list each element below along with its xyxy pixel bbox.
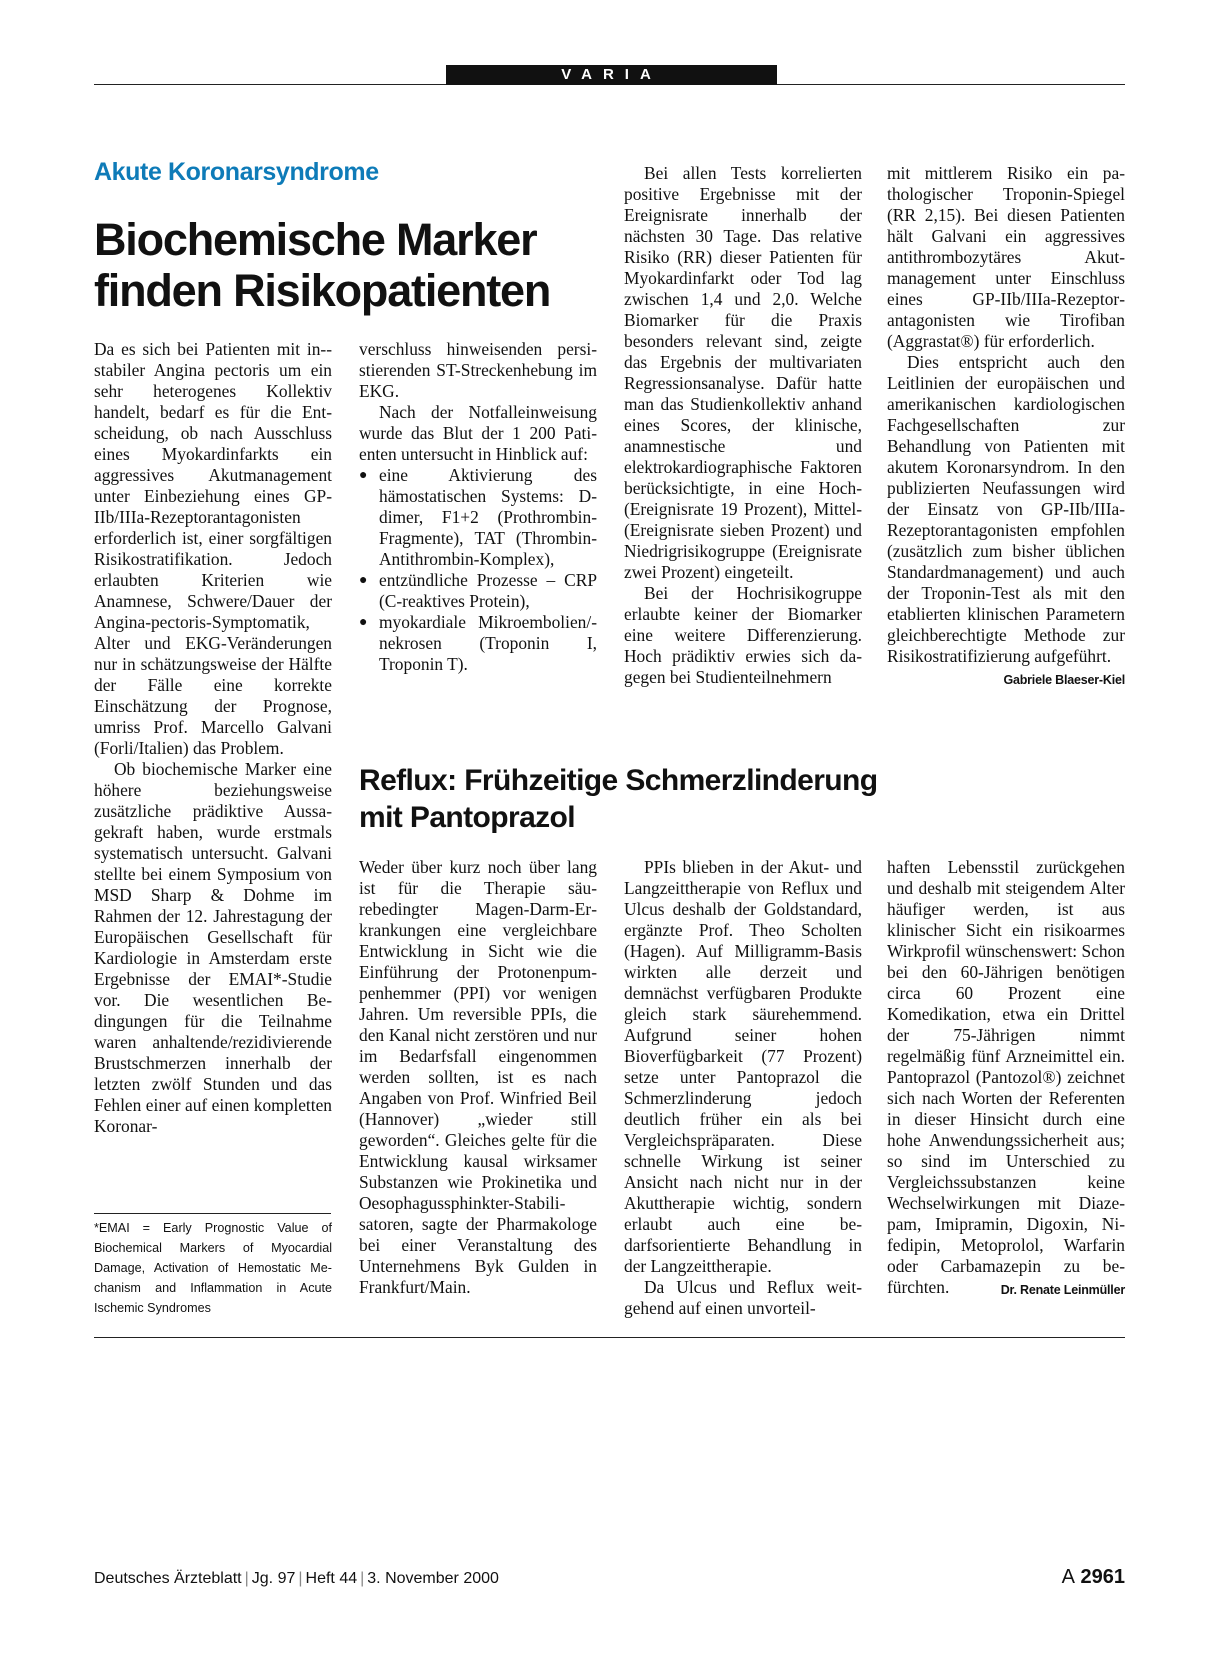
- article-kicker: Akute Koronarsyndrome: [94, 158, 379, 186]
- paragraph: Bei allen Tests korrelierten positive Ergebnisse mit der Ereignisrate innerhalb der nächsten 30 Tage. Das relative Risiko (RR) dieser Patienten für Myokardinfarkt oder Tod lag zwischen 1,4 und 2,0. Welche Biomarker für die Praxis besonders relevant sind, zeigte das Ergebnis der multivariaten Regressionsanalyse. Dafür hatte man das Studienkollektiv anhand eines Scores, der klinische, anamnestische und elektrokardiographische Faktoren berücksichtigte, in eine Hoch- (Ereignisrate 19 Prozent), Mittel- (Ereignisrate sieben Prozent) und Niedrigrisikogruppe (Ereignisrate zwei Prozent) eingeteilt.: [624, 163, 862, 582]
- paragraph: Weder über kurz noch über lang ist für die Therapie säurebedingter Magen-Darm-Erkrankungen eine vergleichbare Entwicklung in Sicht wie die Einführung der Protonenpumpenhemmer (PPI) vor wenigen Jahren. Um reversible PPIs, die den Kanal nicht zerstören und nur im Bedarfsfall eingenommen werden sollten, ist es nach Angaben von Prof. Winfried Beil (Hannover) „wieder still geworden“. Gleiches gelte für die Entwicklung kausal wirksamer Substanzen wie Prokinetika und Oesophagussphinkter-Stabilisatoren, sagte der Pharmakologe bei einer Veranstaltung des Unternehmens Byk Gulden in Frankfurt/Main.: [359, 857, 597, 1297]
- paragraph: Ob biochemische Marker eine höhere beziehungsweise zusätzliche prädiktive Aussagekraft haben, wurde erstmals systematisch untersucht. Galvani stellte bei einem Symposium von MSD Sharp & Dohme im Rahmen der 12. Jahrestagung der Europäischen Gesellschaft für Kardiologie in Amsterdam erste Ergebnisse der EMAI*-Studie vor. Die wesentlichen Bedingungen für die Teilnahme waren anhaltende/rezidivierende Brustschmerzen innerhalb der letzten zwölf Stunden und das Fehlen einer auf einen kompletten Koronar-: [94, 759, 332, 1136]
- footer-separator: |: [244, 1570, 249, 1587]
- paragraph: PPIs blieben in der Akut- und Langzeittherapie von Reflux und Ulcus deshalb der Goldstandard, ergänzte Prof. Theo Scholten (Hagen). Auf Milligramm-Basis wirkten alle derzeit und demnächst verfügbaren Produkte gleich stark säurehemmend. Aufgrund seiner hohen Bioverfügbarkeit (77 Prozent) setze unter Pantoprazol die Schmerzlinderung jedoch deutlich früher ein als bei Vergleichspräparaten. Diese schnelle Wirkung ist seiner Ansicht nach nicht nur in der Akuttherapie wichtig, sondern erlaubt auch eine bedarfsorientierte Behandlung in der Langzeittherapie.: [624, 857, 862, 1276]
- paragraph: Nach der Notfalleinweisung wurde das Blut der 1 200 Patienten untersucht in Hinblick auf:: [359, 402, 597, 464]
- article2-column-2: [359, 857, 597, 1298]
- author-byline: Dr. Renate Leinmüller: [1000, 1283, 1125, 1297]
- paragraph-text: haften Lebensstil zurückgehen und deshalb mit steigendem Alter häufiger werden, ist aus klinischer Sicht ein risikoarmes Wirkprofil wünschenswert: Schon bei den 60-Jährigen benötigen circa 60 Prozent eine Komedikation, etwa ein Drittel der 75-Jährigen nimmt regelmäßig fünf Arzneimittel ein. Pantoprazol (Pantozol®) zeichnet sich nach Worten der Referenten in dieser Hinsicht durch eine hohe Anwendungssicherheit aus; so sind im Unterschied zu Vergleichssubstanzen keine Wechselwirkungen mit Diazepam, Imipramin, Digoxin, Nifedipin, Metoprolol, Warfarin oder Carbamazepin zu befürchten.: [887, 857, 1125, 1297]
- bullet-icon: ●: [359, 573, 368, 588]
- headline-line-1: Reflux: Frühzeitige Schmerzlinderung: [359, 764, 878, 797]
- article-headline: [94, 214, 594, 316]
- article1-column-4: [887, 163, 1125, 691]
- footnote: *EMAI = Early Prognostic Value of Biochemical Markers of Myocardial Damage, Activation of Hemostatic Mechanism and Inflammation in Acute Ischemic Syndromes: [94, 1221, 332, 1315]
- paragraph-text: Dies entspricht auch den Leitlinien der europäischen und amerikanischen kardiologischen Fachgesellschaften zur Behandlung von Patienten mit akutem Koronarsyndrom. In den publizierten Neufassungen wird der Einsatz von GP-IIb/IIIa-Rezeptorantagonisten empfohlen (zusätzlich zum bisher üblichen Standardmanagement) und auch der Troponin-Test als mit den etablierten klinischen Parametern gleichberechtigte Methode zur Risikostratifizierung aufgeführt.: [887, 352, 1125, 666]
- bullet-item: [359, 570, 597, 612]
- article2-column-3: [624, 857, 862, 1319]
- bullet-icon: ●: [359, 615, 368, 630]
- bullet-item: [359, 465, 597, 570]
- paragraph: [887, 352, 1125, 687]
- author-byline: Gabriele Blaeser-Kiel: [1003, 673, 1125, 687]
- issue: Heft 44: [305, 1570, 358, 1587]
- article2-column-4: [887, 857, 1125, 1301]
- section-label: VARIA: [446, 65, 777, 85]
- journal-name: Deutsches Ärzteblatt: [94, 1570, 242, 1587]
- paragraph: [887, 857, 1125, 1298]
- paragraph: verschluss hinweisenden persistierenden ST-Streckenhebung im EKG.: [359, 339, 597, 401]
- bullet-text: myokardiale Mikroembolien/-nekrosen (Troponin I, Troponin T).: [379, 612, 597, 674]
- paragraph: Da Ulcus und Reflux weitgehend auf einen unvorteil-: [624, 1277, 862, 1318]
- page-prefix: A: [1061, 1566, 1075, 1588]
- page-footer: [94, 1570, 499, 1588]
- bullet-icon: ●: [359, 468, 368, 483]
- article1-column-3: [624, 163, 862, 688]
- headline-line-1: Biochemische Marker: [94, 214, 537, 265]
- footer-separator: |: [298, 1570, 303, 1587]
- paragraph: Da es sich bei Patienten mit in-stabiler Angina pectoris um ein sehr heterogenes Kollektiv handelt, bedarf es für die Entscheidung, ob nach Ausschluss eines Myokardinfarkts ein aggressives Akutmanagement unter Einbeziehung eines GP-IIb/IIIa-Rezeptorantagonisten erforderlich ist, einer sorgfältigen Risikostratifikation. Jedoch erlaubten Kriterien wie Anamnese, Schwere/Dauer der Angina-pectoris-Symptomatik, Alter und EKG-Veränderungen nur in schätzungsweise der Hälfte der Fälle eine korrekte Einschätzung der Prognose, umriss Prof. Marcello Galvani (Forli/Italien) das Problem.: [94, 339, 332, 758]
- bullet-item: [359, 612, 597, 675]
- headline-line-2: finden Risikopatienten: [94, 265, 551, 316]
- article1-column-2: [359, 339, 597, 675]
- bottom-rule: [94, 1337, 1125, 1338]
- issue-date: 3. November 2000: [367, 1570, 499, 1587]
- volume: Jg. 97: [251, 1570, 296, 1587]
- bullet-text: eine Aktivierung des hämostatischen Systems: D-dimer, F1+2 (Prothrombin-Fragmente), TAT (Thrombin-Antithrombin-Komplex),: [379, 465, 597, 569]
- article2-headline: [359, 762, 919, 836]
- footnote-rule: [94, 1213, 331, 1214]
- page-number: [1062, 1566, 1125, 1589]
- bullet-text: entzündliche Prozesse – CRP (C-reaktives Protein),: [379, 570, 597, 611]
- page-number-value: 2961: [1080, 1566, 1125, 1588]
- paragraph: Bei der Hochrisikogruppe erlaubte keiner der Biomarker eine weitere Differenzierung. Hoch prädiktiv erwies sich dagegen bei Studienteilnehmern: [624, 583, 862, 687]
- article1-column-1: [94, 339, 332, 1137]
- footer-separator: |: [360, 1570, 365, 1587]
- headline-line-2: mit Pantoprazol: [359, 801, 576, 834]
- paragraph: mit mittlerem Risiko ein pathologischer Troponin-Spiegel (RR 2,15). Bei diesen Patienten hält Galvani ein aggressives antithrombozytäres Akutmanagement unter Einschluss eines GP-IIb/IIIa-Rezeptorantagonisten wie Tirofiban (Aggrastat®) für erforderlich.: [887, 163, 1125, 351]
